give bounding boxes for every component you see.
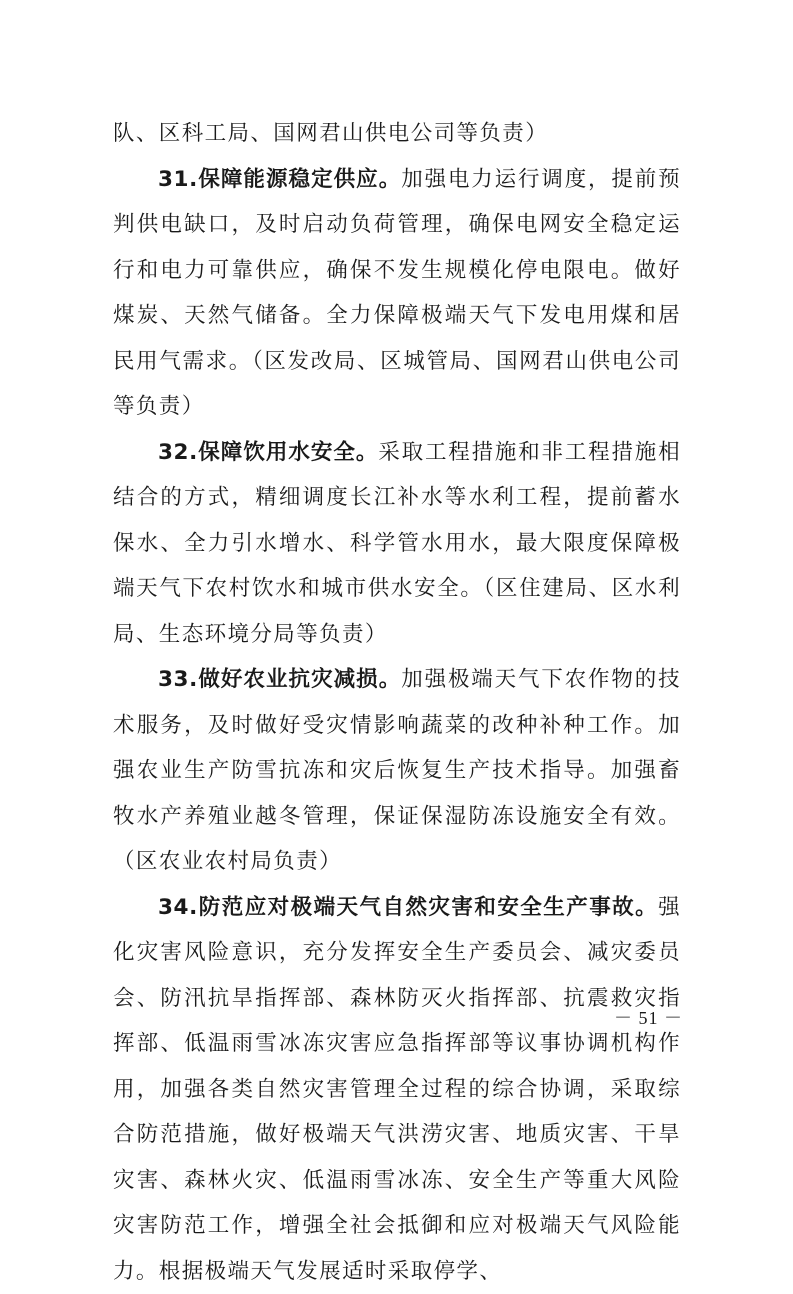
document-body: [113, 111, 681, 1294]
section-31-body: 加强电力运行调度，提前预判供电缺口，及时启动负荷管理，确保电网安全稳定运行和电力可靠供应，确保不发生规模化停电限电。做好煤炭、天然气储备。全力保障极端天气下发电用煤和居民用气需求。（区发改局、区城管局、国网君山供电公司等负责）: [113, 167, 681, 420]
section-32-heading: 32.保障饮用水安全。: [158, 440, 378, 465]
page-number: － 51 －: [614, 1004, 683, 1030]
section-32: [113, 430, 681, 658]
section-34-body: 强化灾害风险意识，充分发挥安全生产委员会、减灾委员会、防汛抗旱指挥部、森林防灭火指挥部、抗震救灾指挥部、低温雨雪冰冻灾害应急指挥部等议事协调机构作用，加强各类自然灾害管理全过程的综合协调，采取综合防范措施，做好极端天气洪涝灾害、地质灾害、干旱灾害、森林火灾、低温雨雪冰冻、安全生产等重大风险灾害防范工作，增强全社会抵御和应对极端天气风险能力。根据极端天气发展适时采取停学、: [113, 895, 681, 1284]
section-32-body: 采取工程措施和非工程措施相结合的方式，精细调度长江补水等水利工程，提前蓄水保水、全力引水增水、科学管水用水，最大限度保障极端天气下农村饮水和城市供水安全。（区住建局、区水利局、生态环境分局等负责）: [113, 440, 681, 647]
continuation-paragraph: [113, 111, 681, 157]
section-31-heading: 31.保障能源稳定供应。: [158, 167, 401, 192]
section-33-body: 加强极端天气下农作物的技术服务，及时做好受灾情影响蔬菜的改种补种工作。加强农业生产防雪抗冻和灾后恢复生产技术指导。加强畜牧水产养殖业越冬管理，保证保湿防冻设施安全有效。（区农业农村局负责）: [113, 667, 681, 874]
section-34-heading: 34.防范应对极端天气自然灾害和安全生产事故。: [158, 895, 658, 920]
section-31: [113, 157, 681, 430]
section-33-heading: 33.做好农业抗灾减损。: [158, 667, 401, 692]
continuation-text: 队、区科工局、国网君山供电公司等负责）: [113, 121, 548, 146]
section-33: [113, 657, 681, 885]
section-34: [113, 885, 681, 1294]
